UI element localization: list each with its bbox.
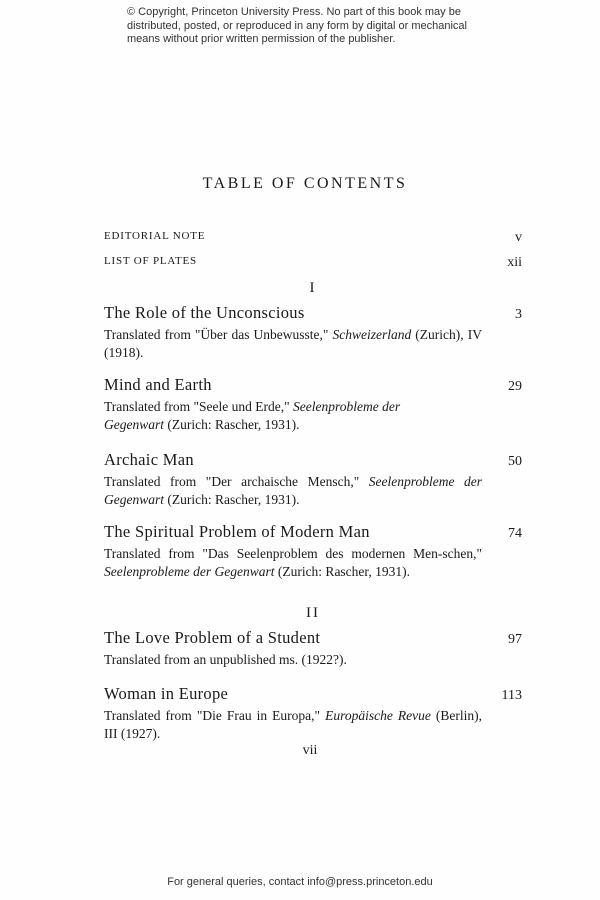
entry-description: Translated from "Über das Unbewusste," Schweizerland (Zurich), IV (1918).: [104, 327, 482, 360]
toc-front-list-of-plates: [104, 255, 522, 271]
entry-description: Translated from "Seele und Erde," Seelenprobleme der Gegenwart (Zurich: Rascher, 1931).: [104, 399, 401, 432]
entry-description: Translated from "Das Seelenproblem des modernen Men-schen," Seelenprobleme der Gegenwart (Zurich: Rascher, 1931).: [104, 546, 482, 579]
entry-title: The Love Problem of a Student: [104, 628, 321, 647]
toc-entry: [104, 522, 522, 581]
toc-entry: [104, 628, 522, 669]
entry-page: 50: [508, 454, 522, 469]
entry-title: The Role of the Unconscious: [104, 303, 305, 322]
page-title: TABLE OF CONTENTS: [202, 175, 408, 192]
toc-label: LIST OF PLATES: [104, 255, 197, 267]
toc-front-editorial-note: [104, 230, 522, 246]
entry-description: Translated from "Die Frau in Europa," Europäische Revue (Berlin), III (1927).: [104, 708, 482, 741]
part-heading-1: I: [309, 280, 317, 296]
toc-entry: [104, 684, 522, 743]
entry-page: 3: [515, 307, 522, 322]
entry-description: Translated from "Der archaische Mensch," Seelenprobleme der Gegenwart (Zurich: Rascher, 1931).: [104, 474, 482, 507]
footer-contact: For general queries, contact info@press.princeton.edu: [167, 876, 433, 888]
toc-page: v: [515, 230, 522, 245]
entry-title: Archaic Man: [104, 450, 194, 469]
entry-title: Woman in Europe: [104, 684, 229, 703]
entry-page: 113: [501, 688, 522, 703]
toc-entry: [104, 303, 522, 362]
toc-entry: [104, 375, 522, 434]
entry-description: Translated from an unpublished ms. (1922?).: [104, 652, 347, 667]
part-heading-2: II: [306, 605, 320, 621]
entry-title: Mind and Earth: [104, 375, 212, 394]
toc-page: xii: [507, 255, 522, 270]
entry-page: 29: [508, 379, 522, 394]
page-number: vii: [302, 743, 318, 758]
entry-title: The Spiritual Problem of Modern Man: [104, 522, 370, 541]
toc-entry: [104, 450, 522, 509]
entry-page: 97: [508, 632, 522, 647]
toc-label: EDITORIAL NOTE: [104, 230, 206, 242]
entry-page: 74: [508, 526, 522, 541]
copyright-notice: © Copyright, Princeton University Press. No part of this book may be distributed, posted, or reproduced in any form by digital or mechanical means without prior written permission of the publisher.: [127, 6, 467, 45]
